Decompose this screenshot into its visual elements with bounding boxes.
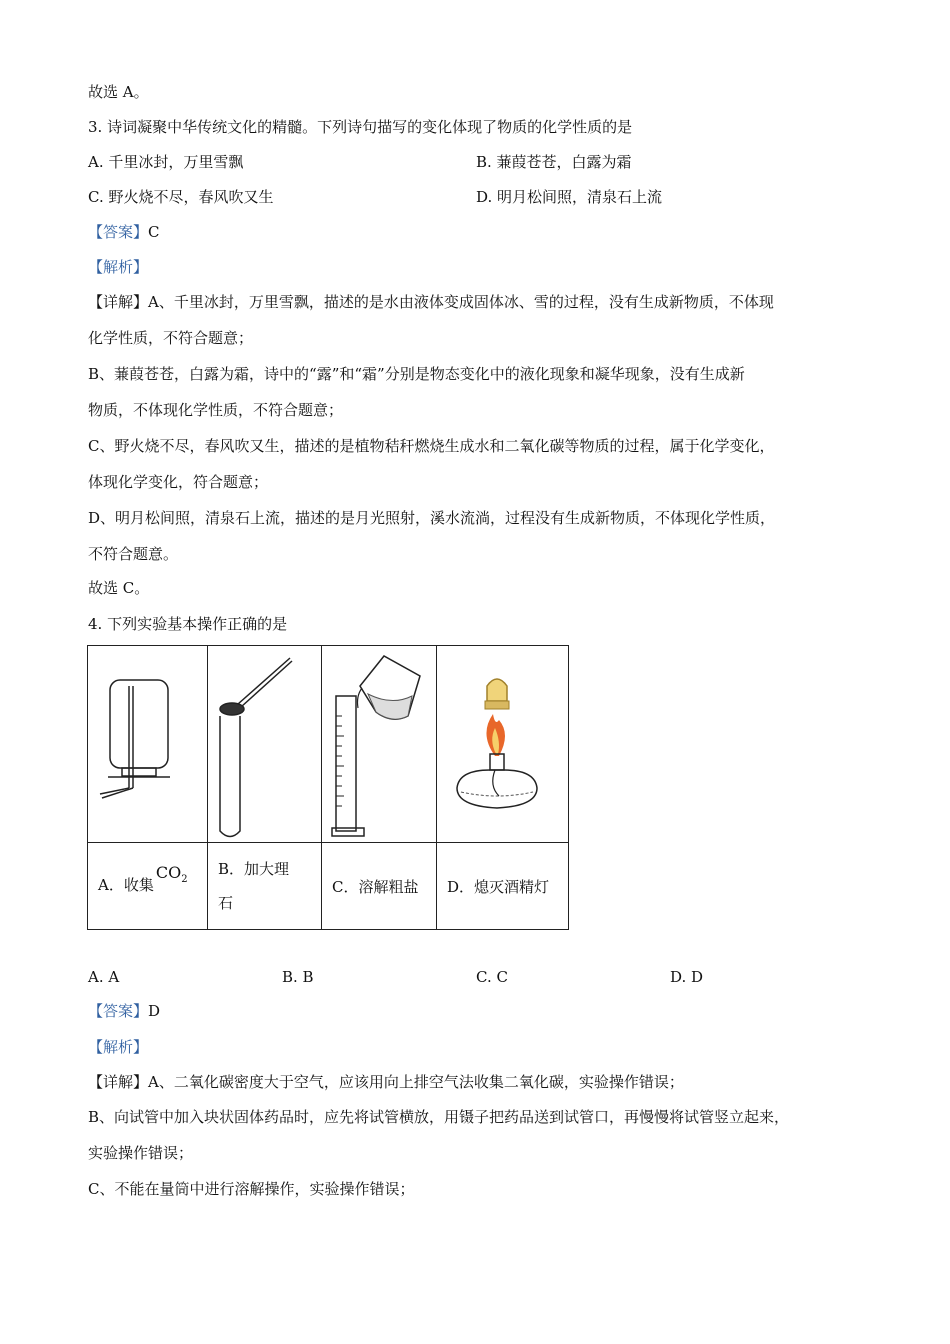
q4-detail-line: C、不能在量筒中进行溶解操作，实验操作错误； — [88, 1180, 415, 1198]
caption-a-label: A．收集 — [98, 876, 154, 895]
q3-detail-line: D、明月松间照，清泉石上流，描述的是月光照射，溪水流淌，过程没有生成新物质，不体现化学性质， — [88, 509, 776, 527]
q3-detail-line: B、蒹葭苍苍，白露为霜，诗中的“露”和“霜”分别是物态变化中的液化现象和凝华现象，没有生成新 — [88, 365, 745, 383]
q4-option-b: B. B — [282, 968, 314, 986]
q3-option-a: A. 千里冰封，万里雪飘 — [88, 153, 244, 171]
detail-tag: 【详解】 — [88, 1073, 149, 1091]
q3-select-line: 故选 C。 — [88, 579, 150, 597]
q3-detail-text: A、千里冰封，万里雪飘，描述的是水由液体变成固体冰、雪的过程，没有生成新物质，不体现 — [148, 293, 774, 311]
caption-d: D．熄灭酒精灯 — [437, 843, 569, 930]
caption-b-line2: 石 — [218, 894, 234, 912]
q4-analysis-tag: 【解析】 — [88, 1038, 149, 1056]
q4-answer: D — [148, 1002, 161, 1020]
caption-b — [208, 843, 322, 930]
q3-detail-line — [88, 292, 774, 312]
q3-analysis-tag: 【解析】 — [88, 258, 149, 276]
spoon-testtube-figure — [208, 646, 321, 842]
caption-a — [88, 843, 208, 930]
q4-detail-line: 实验操作错误； — [88, 1144, 194, 1162]
q3-detail-line: 体现化学变化，符合题意； — [88, 473, 269, 491]
q3-answer-line — [88, 222, 160, 242]
caption-c: C．溶解粗盐 — [322, 843, 437, 930]
prev-select-line: 故选 A。 — [88, 83, 149, 101]
answer-tag: 【答案】 — [88, 1002, 149, 1020]
alcohol-lamp-figure — [437, 646, 568, 842]
caption-b-line1: B．加大理 — [218, 860, 290, 878]
detail-tag: 【详解】 — [88, 293, 149, 311]
q3-answer: C — [148, 223, 160, 241]
q3-detail-line: C、野火烧不尽，春风吹又生，描述的是植物秸秆燃烧生成水和二氧化碳等物质的过程，属于化学变化， — [88, 437, 775, 455]
q4-option-d: D. D — [670, 968, 704, 986]
q4-detail-line — [88, 1072, 684, 1092]
q3-stem: 3. 诗词凝聚中华传统文化的精髓。下列诗句描写的变化体现了物质的化学性质的是 — [88, 118, 633, 136]
co2-subscript: 2 — [181, 874, 188, 886]
figure-cell-c — [322, 646, 437, 843]
figure-cell-d — [437, 646, 569, 843]
q4-detail-text: A、二氧化碳密度大于空气，应该用向上排空气法收集二氧化碳，实验操作错误； — [148, 1073, 684, 1091]
q4-detail-line: B、向试管中加入块状固体药品时，应先将试管横放，用镊子把药品送到试管口，再慢慢将试管竖立起来， — [88, 1108, 790, 1126]
q3-option-d: D. 明月松间照，清泉石上流 — [476, 188, 663, 206]
q4-option-a: A. A — [88, 968, 120, 986]
gas-bottle-figure — [88, 646, 207, 842]
q3-detail-line: 化学性质，不符合题意； — [88, 329, 254, 347]
q3-detail-line: 物质，不体现化学性质，不符合题意； — [88, 401, 344, 419]
answer-tag: 【答案】 — [88, 223, 149, 241]
q3-option-b: B. 蒹葭苍苍，白露为霜 — [476, 153, 632, 171]
cylinder-beaker-figure — [322, 646, 436, 842]
figure-cell-a — [88, 646, 208, 843]
q4-answer-line — [88, 1001, 160, 1021]
q4-stem: 4. 下列实验基本操作正确的是 — [88, 615, 288, 633]
co2-text: CO — [155, 863, 182, 883]
figure-cell-b — [208, 646, 322, 843]
co2-formula — [156, 863, 188, 885]
q4-option-c: C. C — [476, 968, 508, 986]
q3-option-c: C. 野火烧不尽，春风吹又生 — [88, 188, 274, 206]
q3-detail-line: 不符合题意。 — [88, 545, 179, 563]
operations-table — [87, 645, 569, 930]
